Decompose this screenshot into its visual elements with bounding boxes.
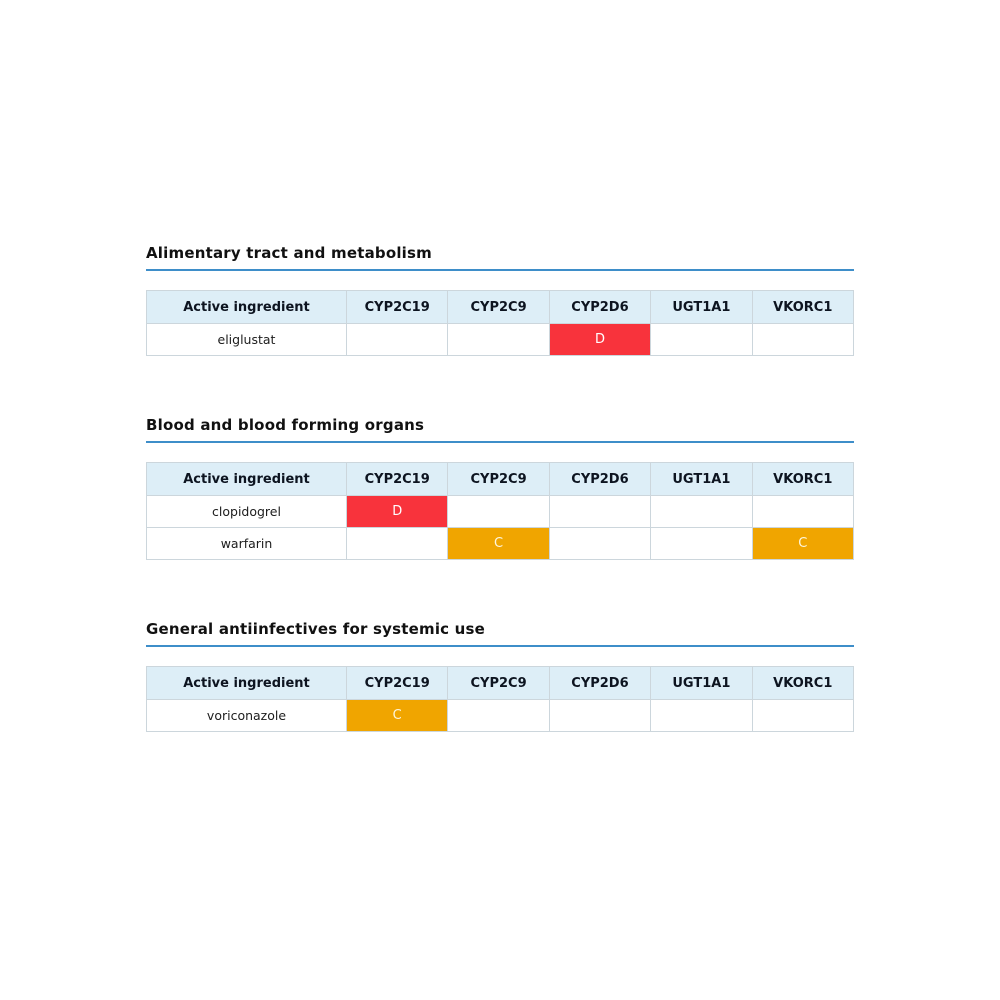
report-content <box>146 0 854 732</box>
column-header-gene: CYP2D6 <box>549 667 650 700</box>
column-header-gene: UGT1A1 <box>651 463 752 496</box>
gene-cell <box>347 324 448 356</box>
table-row <box>147 700 854 732</box>
table-header-row <box>147 667 854 700</box>
column-header-ingredient: Active ingredient <box>147 463 347 496</box>
column-header-gene: CYP2C9 <box>448 291 549 324</box>
section-title-rule <box>146 645 854 647</box>
gene-cell <box>651 528 752 560</box>
table-row <box>147 324 854 356</box>
ingredient-cell: voriconazole <box>147 700 347 732</box>
table-header-row <box>147 463 854 496</box>
gene-cell <box>651 324 752 356</box>
gene-cell <box>549 528 650 560</box>
gene-cell <box>651 496 752 528</box>
column-header-gene: VKORC1 <box>752 463 853 496</box>
column-header-ingredient: Active ingredient <box>147 667 347 700</box>
column-header-gene: CYP2D6 <box>549 291 650 324</box>
column-header-gene: CYP2C19 <box>347 667 448 700</box>
section-title-rule <box>146 269 854 271</box>
table-row <box>147 528 854 560</box>
severity-cell: C <box>347 700 448 732</box>
section-title: Alimentary tract and metabolism <box>146 244 432 262</box>
gene-cell <box>448 700 549 732</box>
gene-cell <box>752 700 853 732</box>
drug-section <box>146 244 854 356</box>
gene-cell <box>549 700 650 732</box>
column-header-gene: VKORC1 <box>752 291 853 324</box>
column-header-gene: CYP2C9 <box>448 463 549 496</box>
ingredient-cell: clopidogrel <box>147 496 347 528</box>
pgx-table <box>146 290 854 356</box>
gene-cell <box>448 324 549 356</box>
gene-cell <box>549 496 650 528</box>
severity-cell: C <box>448 528 549 560</box>
gene-cell <box>347 528 448 560</box>
ingredient-cell: eliglustat <box>147 324 347 356</box>
severity-cell: C <box>752 528 853 560</box>
table-header-row <box>147 291 854 324</box>
column-header-gene: CYP2C9 <box>448 667 549 700</box>
severity-cell: D <box>347 496 448 528</box>
gene-cell <box>752 496 853 528</box>
column-header-gene: CYP2D6 <box>549 463 650 496</box>
section-title: Blood and blood forming organs <box>146 416 425 434</box>
drug-section <box>146 620 854 732</box>
section-title: General antiinfectives for systemic use <box>146 620 486 638</box>
column-header-gene: UGT1A1 <box>651 667 752 700</box>
column-header-ingredient: Active ingredient <box>147 291 347 324</box>
column-header-gene: VKORC1 <box>752 667 853 700</box>
pgx-table <box>146 462 854 560</box>
ingredient-cell: warfarin <box>147 528 347 560</box>
drug-section <box>146 416 854 560</box>
gene-cell <box>448 496 549 528</box>
column-header-gene: CYP2C19 <box>347 291 448 324</box>
pgx-table <box>146 666 854 732</box>
gene-cell <box>752 324 853 356</box>
table-row <box>147 496 854 528</box>
column-header-gene: UGT1A1 <box>651 291 752 324</box>
column-header-gene: CYP2C19 <box>347 463 448 496</box>
gene-cell <box>651 700 752 732</box>
section-title-rule <box>146 441 854 443</box>
severity-cell: D <box>549 324 650 356</box>
